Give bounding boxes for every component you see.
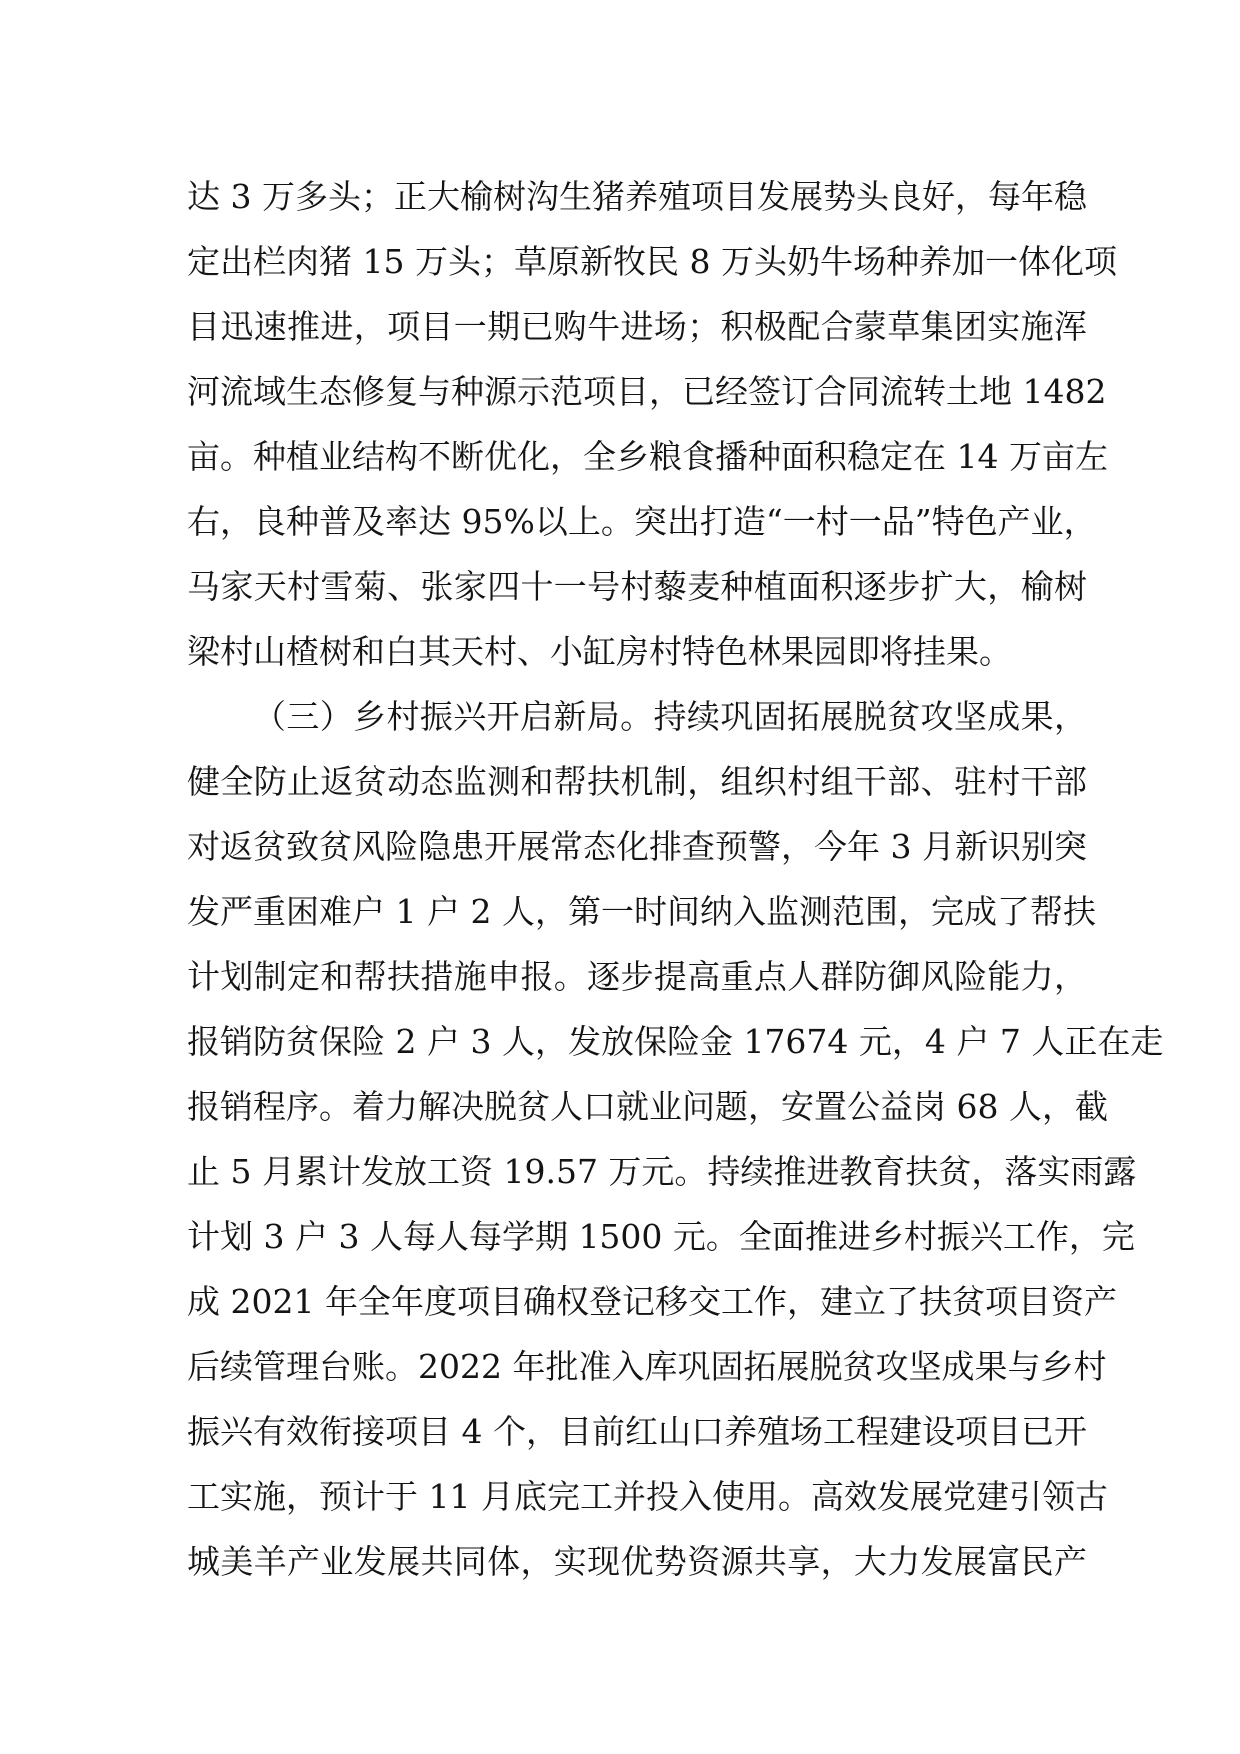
paragraph-line: 马家天村雪菊、张家四十一号村藜麦种植面积逐步扩大，榆树 xyxy=(187,567,1087,606)
paragraph-line: 达 3 万多头；正大榆树沟生猪养殖项目发展势头良好，每年稳 xyxy=(187,177,1087,216)
paragraph-line: 报销防贫保险 2 户 3 人，发放保险金 17674 元，4 户 7 人正在走 xyxy=(187,1022,1164,1061)
paragraph-line: 成 2021 年全年度项目确权登记移交工作，建立了扶贫项目资产 xyxy=(187,1282,1117,1321)
paragraph-line: 对返贫致贫风险隐患开展常态化排查预警，今年 3 月新识别突 xyxy=(187,827,1087,866)
paragraph-2 xyxy=(187,684,1164,1594)
paragraph-line: 振兴有效衔接项目 4 个，目前红山口养殖场工程建设项目已开 xyxy=(187,1412,1087,1451)
paragraph-line: 亩。种植业结构不断优化，全乡粮食播种面积稳定在 14 万亩左 xyxy=(187,437,1108,476)
paragraph-line: 目迅速推进，项目一期已购牛进场；积极配合蒙草集团实施浑 xyxy=(187,307,1087,346)
paragraph-line: 计划制定和帮扶措施申报。逐步提高重点人群防御风险能力， xyxy=(187,957,1087,996)
paragraph-line: 止 5 月累计发放工资 19.57 万元。持续推进教育扶贫，落实雨露 xyxy=(187,1152,1137,1191)
paragraph-line: 城美羊产业发展共同体，实现优势资源共享，大力发展富民产 xyxy=(187,1542,1087,1581)
paragraph-line: 右，良种普及率达 95%以上。突出打造“一村一品”特色产业， xyxy=(187,502,1097,541)
paragraph-line: 报销程序。着力解决脱贫人口就业问题，安置公益岗 68 人，截 xyxy=(187,1087,1108,1126)
paragraph-line: 梁村山楂树和白其天村、小缸房村特色林果园即将挂果。 xyxy=(187,632,1012,671)
paragraph-line: 发严重困难户 1 户 2 人，第一时间纳入监测范围，完成了帮扶 xyxy=(187,892,1096,931)
paragraph-1 xyxy=(187,164,1117,684)
section-heading-line: （三）乡村振兴开启新局。持续巩固拓展脱贫攻坚成果， xyxy=(253,697,1087,736)
paragraph-line: 后续管理台账。2022 年批准入库巩固拓展脱贫攻坚成果与乡村 xyxy=(187,1347,1107,1386)
paragraph-line: 计划 3 户 3 人每人每学期 1500 元。全面推进乡村振兴工作，完 xyxy=(187,1217,1135,1256)
paragraph-line: 定出栏肉猪 15 万头；草原新牧民 8 万头奶牛场种养加一体化项 xyxy=(187,242,1117,281)
document-body xyxy=(187,164,1164,1594)
paragraph-line: 工实施，预计于 11 月底完工并投入使用。高效发展党建引领古 xyxy=(187,1477,1108,1516)
paragraph-line: 河流域生态修复与种源示范项目，已经签订合同流转土地 1482 xyxy=(187,372,1107,411)
paragraph-line: 健全防止返贫动态监测和帮扶机制，组织村组干部、驻村干部 xyxy=(187,762,1087,801)
